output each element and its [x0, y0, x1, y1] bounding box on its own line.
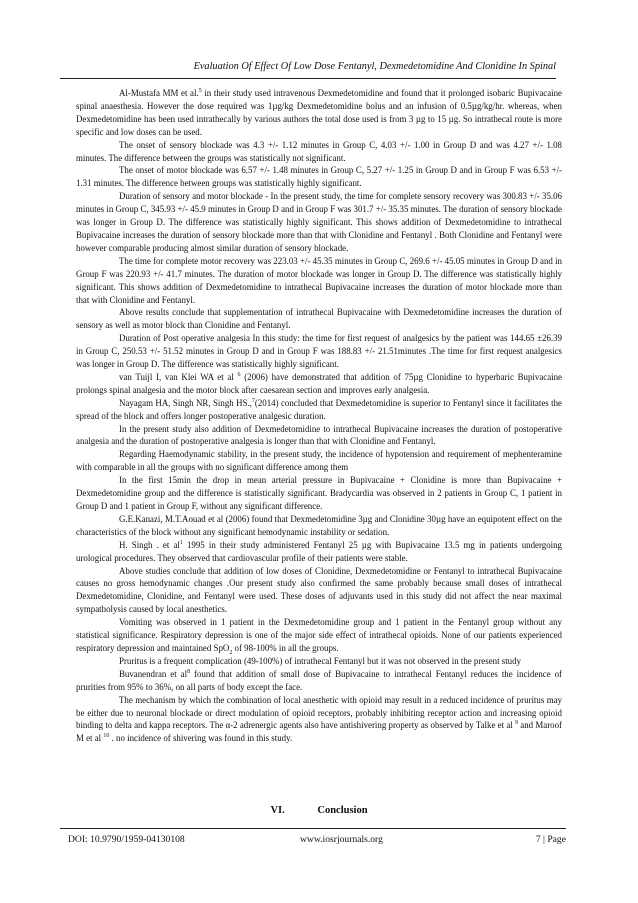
body-paragraph — [76, 371, 562, 397]
body-paragraph — [76, 668, 562, 694]
paragraph-text: Duration of sensory and motor blockade - In the present study, the time for complete sensory recovery was 300.83 +/- 35.06 minutes in Group C, 345.93 +/- 45.9 minutes in Group D and in Group F was 301.7 +/- 35.35 minutes. The duration of sensory blockade was longer in Group D. The difference was statistically highly significant. This shows addition of Dexmedetomidine to intrathecal Bupivacaine increases the duration of sensory blockade more than that with Clonidine and Fentanyl . Both Clonidine and Fentanyl were however comparable producing almost similar duration of sensory blockade. — [76, 191, 562, 253]
paragraph-text: Al-Mustafa MM et al. — [119, 88, 199, 98]
citation-superscript: 6 — [237, 371, 241, 378]
body-paragraph — [76, 332, 562, 371]
subscript: 2 — [229, 649, 233, 656]
paragraph-text: (2014) concluded that Dexmedetomidine is superior to Fentanyl since it facilitates the spread of the block and offers longer postoperative analgesic duration. — [76, 397, 562, 421]
body-paragraph — [76, 474, 562, 513]
body-paragraph — [76, 255, 562, 307]
body-paragraph — [76, 190, 562, 255]
body-paragraph — [76, 423, 562, 449]
body-paragraph — [76, 539, 562, 565]
paragraph-text: 1995 in their study administered Fentanyl 25 µg with Bupivacaine 13.5 mg in patients undergoing urological procedures. They observed that cardiovascular profile of their patients were stable. — [76, 539, 562, 563]
article-body — [76, 87, 562, 745]
section-number: VI. — [270, 805, 285, 816]
paragraph-text: and Maroof M et al — [76, 720, 562, 744]
body-paragraph — [76, 655, 562, 668]
body-paragraph — [76, 139, 562, 165]
paragraph-text: Pruritus is a frequent complication (49-100%) of intrathecal Fentanyl but it was not observed in the present study — [119, 655, 521, 666]
footer-page-number: 7 | Page — [535, 834, 566, 845]
paragraph-text: Buvanendran et al — [119, 668, 188, 679]
body-paragraph — [76, 694, 562, 746]
paragraph-text: The time for complete motor recovery was 223.03 +/- 45.35 minutes in Group C, 269.6 +/- 45.05 minutes in Group D and in Group F was 220.93 +/- 41.7 minutes. The duration of motor blockade was longer in Group D. The difference was statistically highly significant. This shows addition of Dexmedetomidine to intrathecal Bupivacaine increases the duration of motor blockade more than that with Clonidine and Fentanyl. — [76, 255, 562, 305]
citation-superscript: 10 — [103, 733, 110, 740]
section-title: Conclusion — [317, 805, 368, 816]
citation-superscript: 8 — [187, 668, 191, 675]
running-header — [60, 58, 556, 79]
paragraph-text: The mechanism by which the combination of local anesthetic with opioid may result in a reduced incidence of pruritus may be either due to neuronal blockade or direct modulation of opioid receptors, probably inhibiting receptor action and increasing opioid binding to delta and kappa receptors. The α-2 adrenergic agents also have antishivering property as observed by Talke et al — [76, 694, 562, 731]
paragraph-text: Duration of Post operative analgesia In this study: the time for first request of analgesics by the patient was 144.65 ±26.39 in Group C, 250.53 +/- 51.52 minutes in Group D and in Group F was 188.83 +/- 21.51minutes .The time for first request analgesics was longer in Group D. The difference was statistically highly significant. — [76, 333, 562, 370]
paragraph-text: The onset of sensory blockade was 4.3 +/- 1.12 minutes in Group C, 4.03 +/- 1.00 in Group D and was 4.27 +/- 1.08 minutes. The difference between the groups was statistically not significant. — [76, 139, 562, 163]
paragraph-text: of 98-100% in all the groups. — [232, 642, 339, 653]
paragraph-text: The onset of motor blockade was 6.57 +/- 1.48 minutes in Group C, 5.27 +/- 1.25 in Group D and in Group F was 6.53 +/- 1.31 minutes. The difference between groups was statistically highly significant. — [76, 165, 562, 189]
body-paragraph — [76, 513, 562, 539]
page-footer — [60, 828, 566, 845]
paragraph-text: found that addition of small dose of Bupivacaine to intrathecal Fentanyl reduces the incidence of prurities from 95% to 36%, on all parts of body except the face. — [76, 668, 562, 692]
paragraph-text: H. Singh . et al — [119, 539, 180, 550]
paragraph-text: Regarding Haemodynamic stability, in the present study, the incidence of hypotension and requirement of mephenteramine with comparable in all the groups with no significant difference among them — [76, 449, 562, 473]
paragraph-text: In the present study also addition of Dexmedetomidine to intrathecal Bupivacaine increases the duration of postoperative analgesia and the duration of postoperative analgesia is longer than that with Clonidine and Fentanyl. — [76, 423, 562, 447]
paragraph-text: In the first 15min the drop in mean arterial pressure in Bupivacaine + Clonidine is more than Bupivacaine + Dexmedetomidine group and the difference is statistically significant. Bradycardia was observed in 2 patients in Group C, 1 patient in Group D and 1 patient in Group F, without any significant difference. — [76, 475, 562, 511]
paragraph-text: Vomiting was observed in 1 patient in the Dexmedetomidine group and 1 patient in the Fentanyl group without any statistical significance. Respiratory depression is one of the major side effect of intrathecal opioids. None of our patients experienced respiratory depression and maintained SpO — [76, 617, 562, 653]
paragraph-text: in their study used intravenous Dexmedetomidine and found that it prolonged isobaric Bupivacaine spinal anaesthesia. However the dose required was 1µg/kg Dexmedetomidine bolus and an infusion of 0.5µg/kg/hr. whereas, when Dexmedetomidine has been used intrathecally by various authors the total dose used is from 3 µg to 15 µg. So intrathecal route is more specific and low doses can be used. — [76, 88, 562, 137]
body-paragraph — [76, 565, 562, 617]
body-paragraph — [76, 164, 562, 190]
citation-superscript: 9 — [515, 720, 519, 727]
citation-superscript: 7 — [251, 397, 255, 404]
paragraph-text: Nayagam HA, Singh NR, Singh HS., — [119, 397, 252, 408]
paragraph-text: Above studies conclude that addition of low doses of Clonidine, Dexmedetomidine or Fentanyl to intrathecal Bupivacaine causes no gross hemodynamic changes .Our present study also confirmed the same probably because small doses of intrathecal Dexmedetomidine, Clonidine, and Fentanyl were used. These doses of adjuvants used in this study did not affect the near maximal sympatholysis caused by local anesthetics. — [76, 565, 562, 615]
paragraph-text: (2006) have demonstrated that addition of 75µg Clonidine to hyperbaric Bupivacaine prolongs spinal analgesia and the motor block after caesarean section and improves early analgesia. — [76, 371, 562, 395]
paragraph-text: . no incidence of shivering was found in this study. — [109, 733, 293, 744]
body-paragraph — [76, 87, 562, 139]
section-heading — [0, 805, 638, 816]
body-paragraph — [76, 448, 562, 474]
body-paragraph — [76, 616, 562, 655]
running-title: Evaluation Of Effect Of Low Dose Fentanyl, Dexmedetomidine And Clonidine In Spinal — [193, 61, 556, 72]
footer-url[interactable]: www.iosrjournals.org — [300, 834, 383, 845]
citation-superscript: 1 — [179, 539, 183, 546]
body-paragraph — [76, 397, 562, 423]
citation-superscript: 5 — [198, 88, 202, 95]
body-paragraph — [76, 306, 562, 332]
footer-doi: DOI: 10.9790/1959-04130108 — [68, 834, 185, 845]
paragraph-text: van Tuijl I, van Klei WA et al — [119, 371, 238, 382]
paragraph-text: Above results conclude that supplementation of intrathecal Bupivacaine with Dexmedetomidine increases the duration of sensory as well as motor block than Clonidine and Fentanyl. — [76, 307, 562, 331]
paragraph-text: G.E.Kanazi, M.T.Aouad et al (2006) found that Dexmedetomidine 3µg and Clonidine 30µg have an equipotent effect on the characteristics of the block without any significant hemodynamic instability or sedation. — [76, 513, 562, 537]
